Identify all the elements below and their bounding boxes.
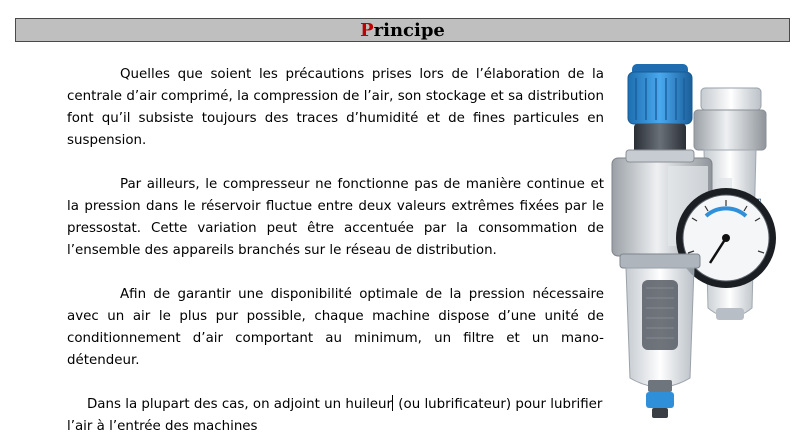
title-first-letter: P bbox=[360, 19, 374, 41]
adjustment-knob bbox=[626, 64, 694, 162]
paragraph-2: Par ailleurs, le compresseur ne fonctionne pas de manière continue et la pression dans le réservoir fluctue entre deux valeurs extrêmes fixées par le pressostat. Cette variation peut être accentuée par la consommation de l’ensemble des appareils branchés sur le réseau de distribution. bbox=[67, 177, 604, 258]
filter-bowl bbox=[620, 254, 700, 418]
paragraph-3: Afin de garantir une disponibilité optimale de la pression nécessaire avec un air le plus pur possible, chaque machine dispose d’une unité de conditionnement d’air comportant au minimum, un filtre et un mano-détendeur. bbox=[67, 287, 604, 368]
paragraph-4 bbox=[67, 394, 604, 438]
paragraph-4-part-2: (ou lubrificateur) pour lubrifier l’air à l’entrée des machines bbox=[67, 397, 603, 434]
text-cursor bbox=[392, 395, 393, 411]
body-text bbox=[67, 64, 604, 438]
section-title bbox=[15, 18, 790, 42]
title-rest: rincipe bbox=[373, 19, 445, 41]
filter-regulator-lubricator-image bbox=[606, 58, 786, 428]
paragraph-4-part-1: Dans la plupart des cas, on adjoint un huileur bbox=[87, 397, 393, 412]
paragraph-1: Quelles que soient les précautions prises lors de l’élaboration de la centrale d’air comprimé, la compression de l’air, son stockage et sa distribution font qu’il subsiste toujours des traces d’humidité et de fines particules en suspension. bbox=[67, 67, 604, 148]
